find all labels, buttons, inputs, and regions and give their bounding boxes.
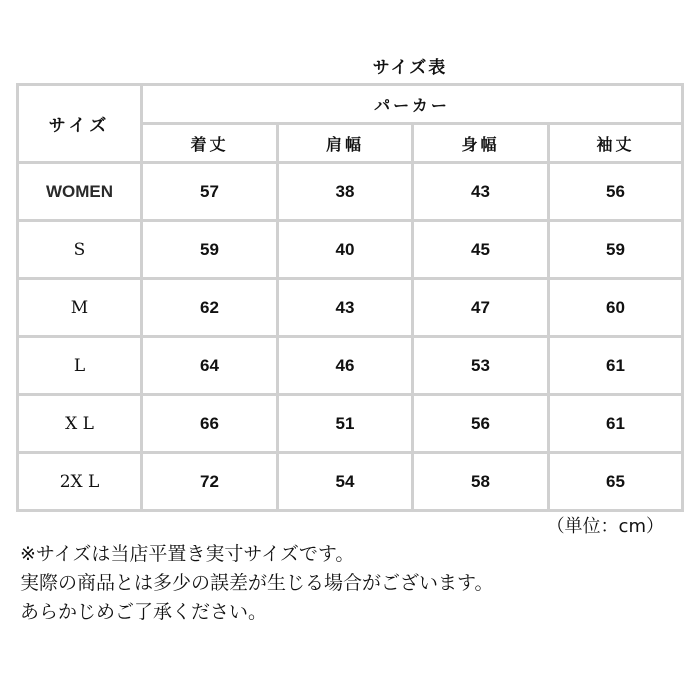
- cell-length: 57: [142, 163, 278, 221]
- size-label: WOMEN: [18, 163, 142, 221]
- cell-sleeve: 56: [549, 163, 683, 221]
- cell-chest: 43: [413, 163, 549, 221]
- cell-length: 59: [142, 221, 278, 279]
- cell-length: 72: [142, 453, 278, 511]
- column-header-chest: 身幅: [413, 124, 549, 163]
- size-label: X L: [18, 395, 142, 453]
- table-row: [18, 221, 683, 279]
- note-line: あらかじめご了承ください。: [20, 601, 268, 623]
- column-header-sleeve: 袖丈: [549, 124, 683, 163]
- cell-shoulder: 51: [278, 395, 413, 453]
- cell-chest: 47: [413, 279, 549, 337]
- cell-chest: 53: [413, 337, 549, 395]
- cell-shoulder: 40: [278, 221, 413, 279]
- table-row: [18, 395, 683, 453]
- size-label: L: [18, 337, 142, 395]
- size-label: S: [18, 221, 142, 279]
- cell-chest: 45: [413, 221, 549, 279]
- size-chart-table: [16, 83, 684, 512]
- cell-shoulder: 46: [278, 337, 413, 395]
- cell-shoulder: 43: [278, 279, 413, 337]
- parka-group-header: パーカー: [142, 85, 683, 124]
- cell-length: 66: [142, 395, 278, 453]
- cell-length: 62: [142, 279, 278, 337]
- column-header-length: 着丈: [142, 124, 278, 163]
- cell-sleeve: 60: [549, 279, 683, 337]
- table-row: [18, 337, 683, 395]
- table-title: サイズ表: [372, 58, 448, 78]
- table-row: [18, 279, 683, 337]
- table-row: [18, 163, 683, 221]
- cell-chest: 56: [413, 395, 549, 453]
- unit-note: （単位：cm）: [546, 516, 664, 537]
- size-column-header: サイズ: [18, 85, 142, 163]
- cell-sleeve: 65: [549, 453, 683, 511]
- cell-length: 64: [142, 337, 278, 395]
- note-line: ※サイズは当店平置き実寸サイズです。: [20, 543, 355, 565]
- cell-shoulder: 38: [278, 163, 413, 221]
- cell-sleeve: 59: [549, 221, 683, 279]
- note-line: 実際の商品とは多少の誤差が生じる場合がございます。: [20, 572, 494, 594]
- size-label: 2X L: [18, 453, 142, 511]
- cell-sleeve: 61: [549, 337, 683, 395]
- cell-sleeve: 61: [549, 395, 683, 453]
- table-row: [18, 453, 683, 511]
- cell-chest: 58: [413, 453, 549, 511]
- size-label: M: [18, 279, 142, 337]
- disclaimer-notes: [20, 540, 493, 627]
- cell-shoulder: 54: [278, 453, 413, 511]
- column-header-shoulder: 肩幅: [278, 124, 413, 163]
